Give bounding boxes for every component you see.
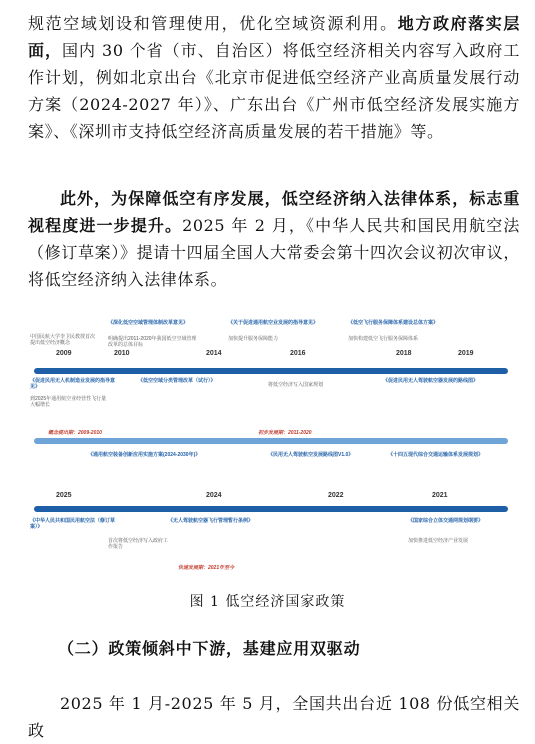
- paragraph-local-government: [28, 10, 520, 145]
- timeline-title: 《国家综合立体交通网规划纲要》: [408, 518, 484, 524]
- paragraph-legal-system: [28, 185, 520, 293]
- timeline-note: 中国民航大学李卫民教授首次提出低空经济概念: [30, 334, 96, 346]
- paragraph-bold-text: 此外，为保障低空有序发展，低空经济纳入法律体系，标志重视程度进一步提升。: [28, 189, 520, 235]
- paragraph-text: 规范空域划设和管理使用，优化空域资源利用。: [28, 14, 398, 33]
- timeline-note: 明确提出2011-2020年我国低空空域管理改革的总体目标: [108, 336, 197, 348]
- timeline-title: 《民用无人驾驶航空发展路线图V1.0》: [268, 452, 354, 458]
- timeline-title: 《促进民用无人驾驶航空器发展的路线图》: [383, 378, 479, 384]
- timeline-year: 2016: [290, 350, 306, 357]
- timeline-note: 加快构建低空飞行服务保障体系: [348, 336, 419, 342]
- timeline-note: 加快推进低空经济产业发展: [408, 538, 469, 544]
- timeline-note: 到2025年通用航空业经营性飞行量大幅增长: [30, 396, 107, 408]
- timeline-band: [34, 506, 508, 512]
- timeline-year: 2019: [458, 350, 474, 357]
- timeline-title: 《无人驾驶航空器飞行管理暂行条例》: [168, 518, 254, 524]
- paragraph-bold-text: 地方政府落实层面，: [28, 14, 520, 60]
- timeline-title: 《十四五现代综合交通运输体系发展规划》: [388, 452, 484, 458]
- era-label: 概念提出期：2009-2010: [48, 430, 102, 436]
- timeline-title: 《关于促进通用航空业发展的指导意见》: [228, 320, 319, 326]
- paragraph-text: 2025 年 2 月，《中华人民共和国民用航空法（修订草案）》提请十四届全国人大常委会第十四次会议初次审议，将低空经济纳入法律体系。: [28, 216, 520, 289]
- timeline-year: 2018: [396, 350, 412, 357]
- timeline-note: 首次将低空经济写入政府工作报告: [108, 538, 169, 550]
- timeline-year: 2025: [56, 492, 72, 499]
- figure-caption: 图 1 低空经济国家政策: [189, 594, 346, 610]
- paragraph-policy-count: 2025 年 1 月-2025 年 5 月，全国共出台近 108 份低空相关政: [28, 694, 520, 740]
- timeline-year: 2010: [114, 350, 130, 357]
- timeline-year: 2024: [206, 492, 222, 499]
- timeline-title: 《低空空域分类管理改革（试行）》: [138, 378, 216, 384]
- era-label: 初步发展期：2011-2020: [258, 430, 312, 436]
- timeline-title: 《中华人民共和国民用航空法（修订草案）》: [30, 518, 116, 530]
- timeline-title: 《低空飞行服务保障体系建设总体方案》: [348, 320, 439, 326]
- timeline-year: 2022: [328, 492, 344, 499]
- timeline-band: [34, 438, 508, 444]
- timeline-band: [34, 368, 508, 374]
- policy-timeline-figure: [28, 316, 514, 578]
- timeline-title: 《深化低空空域管理体制改革意见》: [108, 320, 189, 326]
- timeline-year: 2021: [432, 492, 448, 499]
- timeline-note: 将低空经济写入国家规划: [268, 382, 324, 388]
- timeline-note: 加快提升服务保障能力: [228, 336, 279, 342]
- timeline-year: 2014: [206, 350, 222, 357]
- timeline-year: 2009: [56, 350, 72, 357]
- timeline-title: 《促进民用无人机制造业发展的指导意见》: [30, 378, 116, 390]
- timeline-title: 《通用航空装备创新应用实施方案(2024-2030年)》: [88, 452, 201, 458]
- paragraph-text: 国内 30 个省（市、自治区）将低空经济相关内容写入政府工作计划，例如北京出台《北京市促进低空经济产业高质量发展行动方案（2024-2027 年）》、广东出台《广州市低空经济发展实施方案》、《深圳市支持低空经济高质量发展的若干措施》等。: [28, 41, 520, 141]
- era-label: 快速发展期：2021年至今: [178, 565, 235, 571]
- section-heading: （二）政策倾斜中下游，基建应用双驱动: [58, 639, 361, 658]
